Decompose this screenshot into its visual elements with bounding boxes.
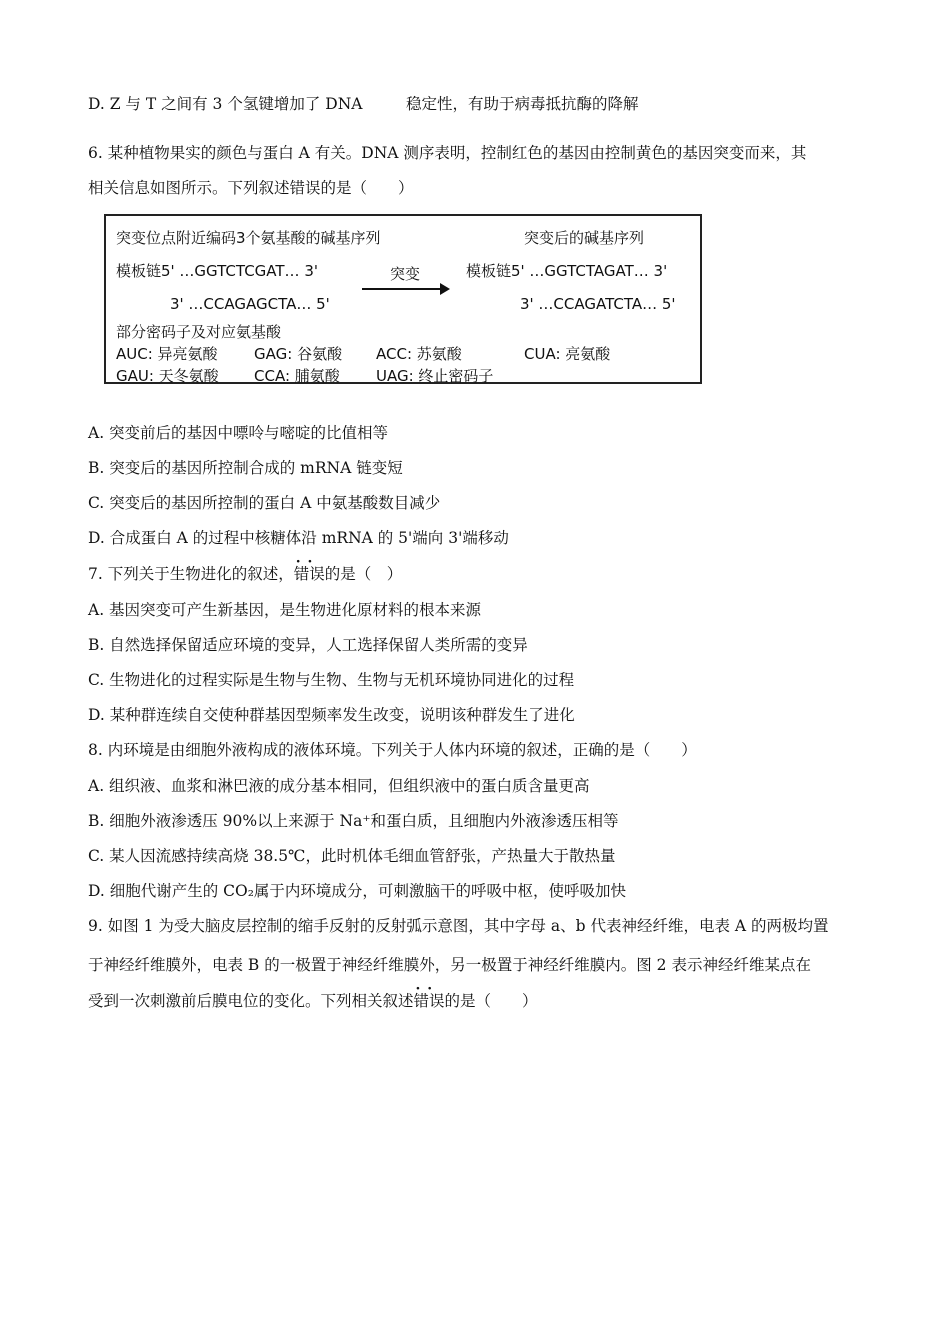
mutation-arrow-icon — [362, 288, 448, 290]
codon-acc: ACC: 苏氨酸 — [376, 345, 462, 363]
q7-stem-post: 的是（ ） — [324, 565, 403, 583]
q8-option-d: D. 细胞代谢产生的 CO₂属于内环境成分，可刺激脑干的呼吸中枢，使呼吸加快 — [88, 882, 626, 900]
arrow-label: 突变 — [390, 265, 421, 283]
q7-option-b: B. 自然选择保留适应环境的变异，人工选择保留人类所需的变异 — [88, 636, 528, 654]
codon-uag: UAG: 终止密码子 — [376, 367, 494, 385]
q7-stem — [88, 564, 402, 584]
q9-stem-emphasis: · · 错误 — [414, 991, 445, 1011]
codon-cca: CCA: 脯氨酸 — [254, 367, 340, 385]
q8-stem: 8. 内环境是由细胞外液构成的液体环境。下列关于人体内环境的叙述，正确的是（ ） — [88, 741, 697, 759]
q8-option-a: A. 组织液、血浆和淋巴液的成分基本相同，但组织液中的蛋白质含量更高 — [88, 777, 590, 795]
q6-option-b: B. 突变后的基因所控制合成的 mRNA 链变短 — [88, 459, 403, 477]
q5-option-d-text-2: 稳定性，有助于病毒抵抗酶的降解 — [406, 95, 639, 113]
template-after: 模板链5' …GGTCTAGAT… 3' — [466, 262, 668, 280]
codon-gag: GAG: 谷氨酸 — [254, 345, 343, 363]
q5-option-d-text-1: D. Z 与 T 之间有 3 个氢键增加了 DNA — [88, 95, 363, 113]
q7-stem-emphasis: · · 错误 — [294, 564, 325, 584]
q6-stem-line-2: 相关信息如图所示。下列叙述错误的是（ ） — [88, 179, 414, 197]
figure-title-right: 突变后的碱基序列 — [524, 229, 645, 247]
complement-after: 3' …CCAGATCTA… 5' — [520, 295, 676, 313]
q7-option-a: A. 基因突变可产生新基因，是生物进化原材料的根本来源 — [88, 601, 482, 619]
complement-before: 3' …CCAGAGCTA… 5' — [170, 295, 330, 313]
template-before: 模板链5' …GGTCTCGAT… 3' — [116, 262, 318, 280]
q6-option-d: D. 合成蛋白 A 的过程中核糖体沿 mRNA 的 5'端向 3'端移动 — [88, 529, 509, 547]
codon-heading: 部分密码子及对应氨基酸 — [116, 323, 282, 341]
q6-stem-line-1: 6. 某种植物果实的颜色与蛋白 A 有关。DNA 测序表明，控制红色的基因由控制黄色的基因突变而来，其 — [88, 144, 807, 162]
q9-stem-post: 的是（ ） — [444, 992, 538, 1010]
q9-stem-line-2: 于神经纤维膜外，电表 B 的一极置于神经纤维膜外，另一极置于神经纤维膜内。图 2 表示神经纤维某点在 — [88, 956, 811, 974]
q6-figure — [104, 214, 702, 384]
codon-gau: GAU: 天冬氨酸 — [116, 367, 219, 385]
q9-stem-line-1: 9. 如图 1 为受大脑皮层控制的缩手反射的反射弧示意图，其中字母 a、b 代表神经纤维，电表 A 的两极均置 — [88, 917, 829, 935]
q9-stem-line-3 — [88, 991, 538, 1011]
codon-auc: AUC: 异亮氨酸 — [116, 345, 218, 363]
q7-option-c: C. 生物进化的过程实际是生物与生物、生物与无机环境协同进化的过程 — [88, 671, 575, 689]
q9-stem-pre: 受到一次刺激前后膜电位的变化。下列相关叙述 — [88, 992, 414, 1010]
q6-option-c: C. 突变后的基因所控制的蛋白 A 中氨基酸数目减少 — [88, 494, 441, 512]
figure-title-left: 突变位点附近编码3个氨基酸的碱基序列 — [116, 229, 381, 247]
codon-cua: CUA: 亮氨酸 — [524, 345, 611, 363]
q7-stem-pre: 7. 下列关于生物进化的叙述， — [88, 565, 294, 583]
q8-option-c: C. 某人因流感持续高烧 38.5℃，此时机体毛细血管舒张，产热量大于散热量 — [88, 847, 616, 865]
q6-option-a: A. 突变前后的基因中嘌呤与嘧啶的比值相等 — [88, 424, 389, 442]
q7-option-d: D. 某种群连续自交使种群基因型频率发生改变，说明该种群发生了进化 — [88, 706, 575, 724]
q8-option-b: B. 细胞外液渗透压 90%以上来源于 Na⁺和蛋白质，且细胞内外液渗透压相等 — [88, 812, 619, 830]
